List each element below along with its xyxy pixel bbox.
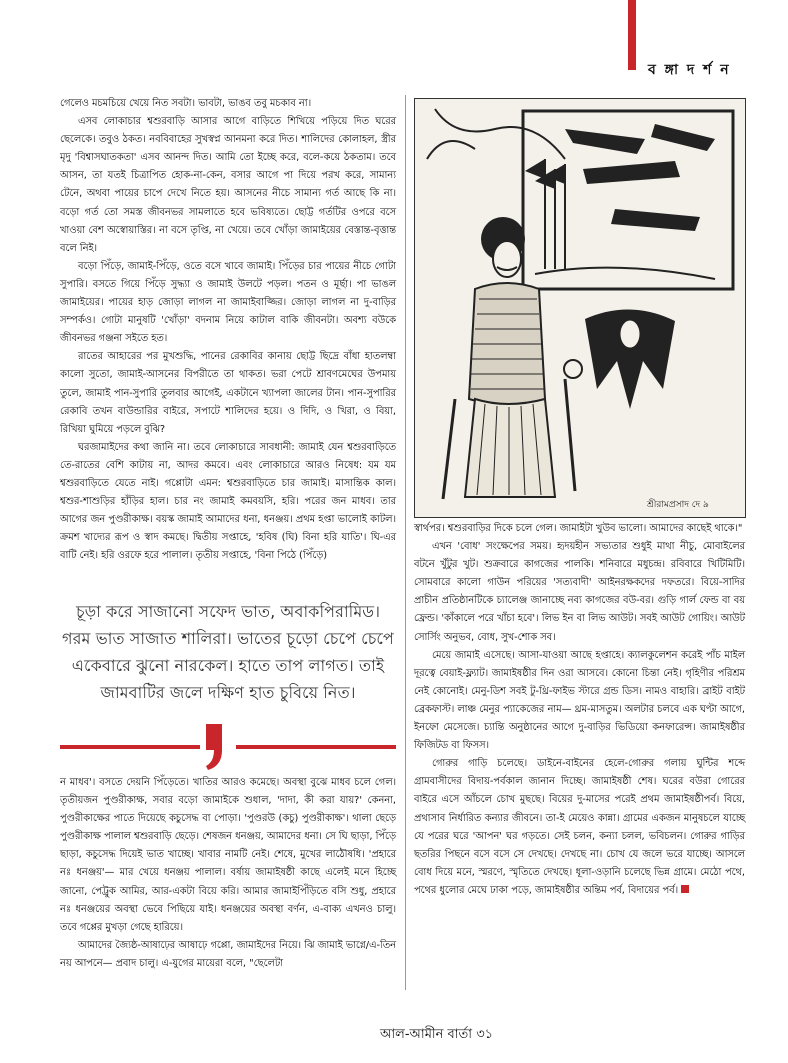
paragraph: এসব লোকাচার শ্বশুরবাড়ি আসার আগে বাড়িতে শিখিয়ে পড়িয়ে দিত ঘরের ছেলেকে। তবুও ঠকত। নববিবাহের সুখস্বপ্ন আনমনা করে দিত। শালিদের কোলাহল, স্ত্রীর মৃদু 'বিশ্বাসঘাতকতা' এসব আনন্দ দিত। আমি তো ইচ্ছে করে, বলে-কয়ে ঠকতাম। তবে আসন, তা যতই চিত্রাপিত হোক-না-কেন, বসার আগে পা দিয়ে পরখ করে, সামান্য টেনে, অথবা পায়ের চাপে দেখে নিতে হয়। আসনের নীচে সামান্য গর্ত আছে কি না। বড়ো গর্ত তো সমস্ত জীবনভর সামলাতে হবে ভবিষ্যতে। ছোট্ট গর্তটির ওপরে বসে খাওয়া বেশ অস্বোয়াস্তির। না বসে তৃপ্তি, না খেয়ে। তবে খোঁড়া জামাইয়ের বেস্তান্ত-বৃত্তান্ত বলে নিই। [60,116,396,254]
pull-quote: চূড়া করে সাজানো সফেদ ভাত, অবাকপিরামিড। গরম ভাত সাজাত শালিরা। ভাতের চূড়ো চেপে চেপে একেবারে ঝুনো নারকেল। হাতে তাপ লাগত। তাই জামবাটির জলে দক্ষিণ হাত চুবিয়ে নিত। [62,602,394,702]
page-footer: আল-আমীন বার্তা ৩১ [380,1027,494,1042]
woodcut-illustration [414,98,746,518]
right-column [414,520,745,900]
column-divider [405,95,406,990]
end-mark-icon [681,885,689,893]
paragraph: আমাদের জ্যৈষ্ঠ-আষাঢ়ের আষাঢ়ে গপ্পো, জামাইদের নিয়ে। ঝি জামাই ভাগ্নে/এ-তিন নয় আপনে— প্রবাদ চালু। এ-যুগের মায়েরা বলে, "ছেলেটা [60,939,396,969]
left-column-bottom [60,774,396,973]
illustration-drawing [415,99,745,517]
paragraph [414,755,745,900]
header-red-bar [628,0,636,70]
paragraph: বড়ো পিঁড়ে, জামাই-পিঁড়ে, ওতে বসে খাবে জামাই। পিঁড়ের চার পায়ের নীচে গোটা সুপারি। বসতে গিয়ে পিঁড়ে সুদ্ধ্যা ও জামাই উলটে পড়ল। পতন ও মূর্ছা। পা ভাঙল জামাইয়ের। পায়ের হাড় জোড়া লাগল না জামাইবাজ্জির। জোড়া লাগল না দু-বাড়ির সম্পর্কও। গোটা মানুষটি 'খোঁড়া' বদনাম নিয়ে কাটাল বাকি জীবনটা। অবশ্য বউকে জীবনভর গঞ্জনা সইতে হত। [60,260,396,345]
quote-mark-icon [200,720,236,772]
paragraph: স্বার্থপর। শ্বশুরবাড়ির দিকে চলে গেল। জামাইটা খুউব ভালো। আমাদের কাছেই থাকে।" [414,523,743,534]
paragraph: রাতের আহারের পর মুখশুদ্ধি, পানের রেকাবির কানায় ছোট্ট ছিদ্রে বাঁধা হাতলম্বা কালো সুতো, জামাই-আসনের বিপরীতে তা থাকত। ভরা পেটে শ্রাবণমেঘের উপমায় তুলে, জামাই পান-সুপারি তুলবার আগেই, একটানে খ্যাপলা জালের টান। পান-সুপারির রেকাবি তখন বাউন্ডারির বাইরে, সপাটে শালিদের হয়ে। ও দিদি, ও খিরা, ও বিয়া, রিখিয়া ঘুমিয়ে পড়লে বুঝি? [60,351,396,435]
paragraph: ঘরজামাইদের কথা জানি না। তবে লোকাচারে সাবধানী: জামাই যেন শ্বশুরবাড়িতে তে-রাতের বেশি কাটায় না, আদর কমবে। এবং লোকাচারে আরও নিষেধ: যম যম শ্বশুরবাড়িতে যেতে নাই। গপ্পোটা এমন: শ্বশুরবাড়িতে চার জামাই। মাসান্তিক কাল। শ্বশুর-শাশুড়ির হাঁড়ির হাল। চার নং জামাই কমবয়সি, হরি। পরের জন মাধব। তার আগের জন পুণ্ডরীকাক্ষ। বয়স্ক জামাই আমাদের ধনা, ধনঞ্জয়। প্রথম হপ্তা ভালোই কাটল। ক্রমশ খাদ্যের রূপ ও স্বাদ কমছে। দ্বিতীয় সপ্তাহে, 'হবিষ (ঘি) বিনা হরি যাতি'। ঘি-এর বাটি নেই। হরি ওরফে হরে পালাল। তৃতীয় সপ্তাহে, 'বিনা পিঠে (পিঁড়ে) [60,441,396,562]
paragraph: ন মাধব'। বসতে দেয়নি পিঁড়েতে। খাতির আরও কমেছে। অবস্থা বুঝে মাধব চলে গেল। তৃতীয়জন পুণ্ডরীকাক্ষ, সবার বড়ো জামাইকে শুধাল, 'দাদা, কী করা যায়?' কেননা, পুণ্ডরীকাক্ষের পাতে দিয়েছে কচুসেদ্ধ বা পোড়া। 'পুণ্ডরউ (কচু) পুণ্ডরীকাক্ষ'। থালা ছেড়ে পুণ্ডরীকাক্ষ পালাল শ্বশুরবাড়ি ছেড়ে। শেষজন ধনঞ্জয়, আমাদের ধনা। সে ঘি ছাড়া, পিঁড়ে ছাড়া, কচুসেদ্ধ দিয়েই ভাত খাচ্ছে। খাবার নামটি নেই। শেষে, মুখের লাঠৌষধি। 'প্রহারে নঃ ধনঞ্জয়'— মার খেয়ে ধনঞ্জয় পালাল। বর্ষায় জামাইষষ্ঠী কাছে এলেই মনে হিচ্ছে জানো, পেট্রুক আমির, আর-একটা বিয়ে করি। আমার জামাইপিঁড়িতে বসি শুধু, প্রহারে নঃ ধনঞ্জয়ের অবস্থা ভেবে পিছিয়ে যাই। ধনঞ্জয়ের অবস্থা বর্ণন, এ-বাক্য এখনও চালু। তবে গপ্পের মুখড়া গেছে হারিয়ে। [60,777,396,933]
paragraph: এখন 'বোধ' সংক্ষেপের সময়। হৃদয়হীন সভ্যতার শুধুই মাথা নীচু, মোবাইলের বটনে খুঁটুর খুট। শুক্রবারে কাগজের পালকি। শনিবারে মধুচন্দ্র। রবিবারে খিটিমিটি। সোমবারে কালো গাউন পরিয়ের 'সত্যবাদী' আইনরক্ষকদের দফতরে। বিয়ে-সাদির প্রাচীন প্রতিষ্ঠানটিকে চ্যালেঞ্জ জানাচ্ছে নব্য কাগজের বউ-বর। গুড়ি গার্ল ফেন্ড বা বয় ফ্রেন্ড। 'কাঁকালে পরে খাঁচা হবে'। লিভ ইন বা লিভ আউট। সবই আউট গোয়িং। আউট সোর্সিং অনুভব, বোধ, সুখ-শোক সব। [414,541,745,643]
section-title: ব ঙ্গা দ র্শ ন [648,62,731,78]
paragraph: মেয়ে জামাই এসেছে। আসা-যাওয়া আছে হপ্তাহে। ক্যালকুলেশন করেই পাঁচ মাইল দূরত্বে বেয়াই-ফ্ল্যাট। জামাইষষ্ঠীর দিন ওরা আসবে। কোনো চিন্তা নেই। গৃহিণীর পরিশ্রম নেই কোনোই। মেনু-ডিশ সবই টু-থ্রি-ফাইভ স্টারে গ্রন্ড ডিস। নামও বাহারি। ব্রাইট বাইট ব্রেকফাস্ট। লাঞ্চ মেনুর প্যাকেজের নাম— থ্রম-মাসতুম। অলটার চলবে এক ঘণ্টা আগে, ইনফো মেসেজে। চ্যান্তি অনুষ্ঠানের আগে দু-বাড়ির ভিডিয়ো কনফারেন্স। জামাইষষ্ঠীর ফিজিটড বা ফিসস। [414,649,745,752]
paragraph: গেলেও মচমচিয়ে খেয়ে নিত সবটা। ভাবটা, ভাঙব তবু মচকাব না। [60,98,312,109]
illustration-caption: শ্রীরামপ্রসাদ দে ৯ [647,500,709,510]
paragraph-text: গোরুর গাড়ি চলেছে। ডাইনে-বাইনের হেলে-গোরুর গলায় ঘুন্টির শব্দে গ্রামবাসীদের বিদায়-পর্বকাল জানান দিচ্ছে। জামাইষষ্ঠী শেষ। ঘরের বউরা গোরের বাইরে এসে আঁচলে চোখ মুছছে। বিয়ের দু-মাসের পরেই প্রথম জামাইষষ্ঠীপর্ব। বিয়ে, প্রথাসাব নির্ধারিত কন্যার জীবনে। তা-ই মেয়েও কান্না। গ্রামের একজন মানুষচলে যাচ্ছে যে পরের ঘরে 'আপন' ঘর গড়তে। সেই চলন, কন্যা চলল, ভবিচলন। গোরুর গাড়ির ছতরির পিছনে বসে বসে সে দেখছে। দেখছে না। চোখ যে জলে ভরে যাচ্ছে। আসলে বোধ দিয়ে মনে, স্মরণে, স্মৃতিতে দেখছে। ধূলা-ওড়ানি চলেছে ভিন্ন গ্রামে। মেঠো পথে, পথের ধুলোর মেঘে ঢাকা পড়ে, জামাইষষ্ঠীর অন্তিম পর্ব, বিদায়ের পর্ব। [414,758,745,896]
left-column-top [60,95,396,565]
